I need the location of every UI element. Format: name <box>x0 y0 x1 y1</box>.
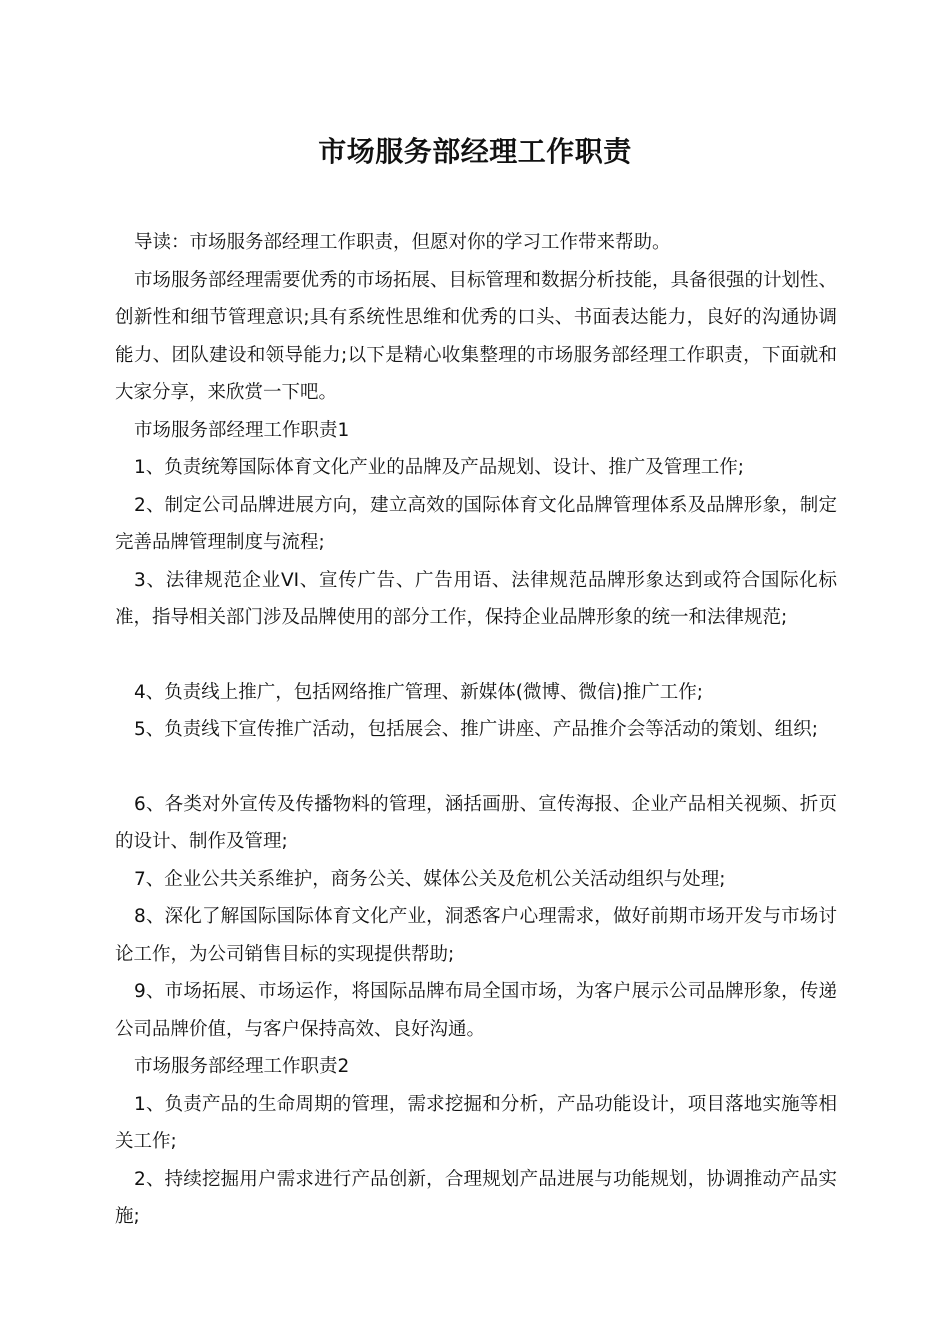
duty-item: 2、持续挖掘用户需求进行产品创新，合理规划产品进展与功能规划，协调推动产品实施; <box>115 1168 837 1227</box>
summary-paragraph: 市场服务部经理需要优秀的市场拓展、目标管理和数据分析技能，具备很强的计划性、创新性和细节管理意识;具有系统性思维和优秀的口头、书面表达能力，良好的沟通协调能力、团队建设和领导能力;以下是精心收集整理的市场服务部经理工作职责，下面就和大家分享，来欣赏一下吧。 <box>115 269 838 403</box>
duty-item: 1、负责统筹国际体育文化产业的品牌及产品规划、设计、推广及管理工作; <box>134 457 745 478</box>
document-title: 市场服务部经理工作职责 <box>318 135 632 168</box>
duty-item: 4、负责线上推广，包括网络推广管理、新媒体(微博、微信)推广工作; <box>134 681 703 703</box>
blank-line <box>115 637 837 674</box>
duty-item: 5、负责线下宣传推广活动，包括展会、推广讲座、产品推介会等活动的策划、组织; <box>134 719 819 740</box>
section-heading-2: 市场服务部经理工作职责2 <box>134 1056 350 1077</box>
duty-item: 3、法律规范企业VI、宣传广告、广告用语、法律规范品牌形象达到或符合国际化标准，指导相关部门涉及品牌使用的部分工作，保持企业品牌形象的统一和法律规范; <box>115 569 837 628</box>
duty-item: 2、制定公司品牌进展方向，建立高效的国际体育文化品牌管理体系及品牌形象，制定完善品牌管理制度与流程; <box>115 494 837 553</box>
duty-item: 7、企业公共关系维护，商务公关、媒体公关及危机公关活动组织与处理; <box>134 868 726 890</box>
blank-line <box>115 749 837 786</box>
duty-item: 8、深化了解国际国际体育文化产业，洞悉客户心理需求，做好前期市场开发与市场讨论工作，为公司销售目标的实现提供帮助; <box>115 906 837 965</box>
duty-item: 1、负责产品的生命周期的管理，需求挖掘和分析，产品功能设计，项目落地实施等相关工作; <box>115 1093 837 1152</box>
intro-paragraph: 导读：市场服务部经理工作职责，但愿对你的学习工作带来帮助。 <box>134 232 671 253</box>
section-heading-1: 市场服务部经理工作职责1 <box>134 419 350 441</box>
duty-item: 6、各类对外宣传及传播物料的管理，涵括画册、宣传海报、企业产品相关视频、折页的设计、制作及管理; <box>115 793 837 852</box>
duty-item: 9、市场拓展、市场运作，将国际品牌布局全国市场，为客户展示公司品牌形象，传递公司品牌价值，与客户保持高效、良好沟通。 <box>115 981 837 1040</box>
document-body <box>115 224 837 1236</box>
